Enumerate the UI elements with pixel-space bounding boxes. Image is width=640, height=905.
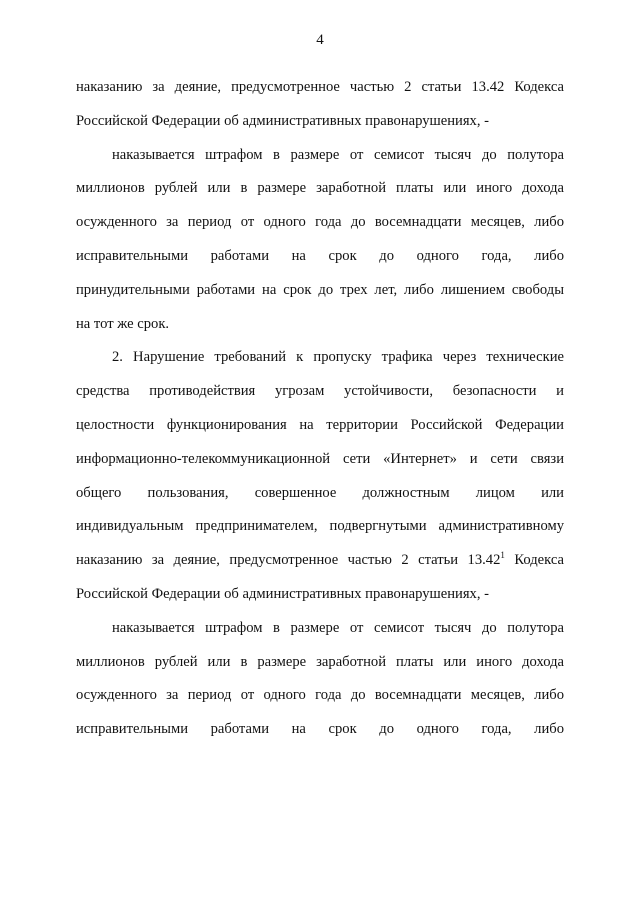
text-segment: Кодекса [504,552,564,569]
text-line: средства противодействия угрозам устойчивости, безопасности и [76,383,564,400]
page-number: 4 [316,32,324,48]
document-body [76,71,564,747]
superscript-index: 1 [500,550,505,561]
text-line: целостности функционирования на территории Российской Федерации [76,416,564,433]
text-line: общего пользования, совершенное должностным лицом или [76,484,564,501]
text-line-with-superscript [76,544,564,578]
text-line: осужденного за период от одного года до восемнадцати месяцев, либо [76,214,564,231]
text-line: исправительными работами на срок до одного года, либо [76,247,564,264]
text-line: информационно-телекоммуникационной сети «Интернет» и сети связи [76,450,564,467]
text-line: миллионов рублей или в размере заработной платы или иного дохода [76,180,564,197]
text-line: индивидуальным предпринимателем, подвергнутыми административному [76,518,564,535]
text-line: на тот же срок. [76,315,170,332]
text-line: исправительными работами на срок до одного года, либо [76,721,564,738]
text-line: наказывается штрафом в размере от семисот тысяч до полутора [112,619,564,636]
text-line: Российской Федерации об административных правонарушениях, - [76,112,490,129]
text-line: 2. Нарушение требований к пропуску трафика через технические [112,349,564,366]
text-line: Российской Федерации об административных правонарушениях, - [76,585,490,602]
text-line: наказанию за деяние, предусмотренное частью 2 статьи 13.42 Кодекса [76,79,564,95]
text-line: наказывается штрафом в размере от семисот тысяч до полутора [112,146,564,163]
text-line: принудительными работами на срок до трех лет, либо лишением свободы [76,281,564,298]
text-line: осужденного за период от одного года до восемнадцати месяцев, либо [76,687,564,704]
text-line: миллионов рублей или в размере заработной платы или иного дохода [76,653,564,670]
text-segment: наказанию за деяние, предусмотренное частью 2 статьи 13.42 [76,552,501,569]
